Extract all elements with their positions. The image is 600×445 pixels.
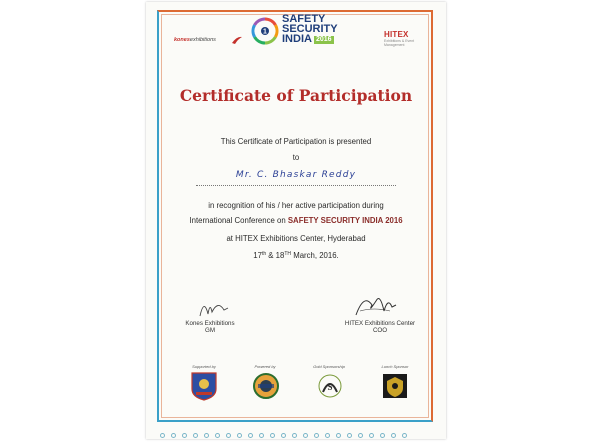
right-signatory-role: COO — [372, 327, 388, 334]
lunch-sponsor-logo-icon — [381, 372, 409, 400]
supported-by-label: Supported by — [192, 364, 216, 369]
event-logo-line1: SAFETY — [282, 13, 326, 25]
svg-text:1: 1 — [263, 28, 267, 36]
recipient-underline — [196, 185, 396, 186]
left-signatory-org: Kones Exhibitions — [185, 320, 235, 327]
event-logo-line2: SECURITY — [282, 23, 338, 35]
conference-prefix: International Conference on — [189, 216, 286, 225]
venue-text: at HITEX Exhibitions Center, Hyderabad — [226, 234, 366, 243]
conference-line — [150, 216, 442, 225]
recognition-text: in recognition of his / her active participation during — [208, 201, 384, 210]
powered-by-label: Powered by — [254, 364, 276, 369]
date-sup1: th — [261, 251, 267, 257]
svg-text:S: S — [327, 382, 333, 392]
event-logo-line3: INDIA — [282, 33, 312, 45]
coo-signature-icon — [350, 289, 398, 321]
left-signatory — [170, 320, 250, 334]
event-logo-text — [282, 14, 338, 44]
date-text — [150, 251, 442, 260]
kones-logo-suffix: exhibitions — [189, 37, 216, 43]
date-sup2: TH — [284, 251, 292, 257]
certificate-title: Certificate of Participation — [179, 86, 413, 105]
gold-sponsor-logo-icon — [315, 372, 345, 400]
bottom-decoration — [160, 425, 432, 433]
safety-security-india-logo — [250, 14, 350, 50]
intro-text: This Certificate of Participation is presented — [220, 137, 372, 146]
event-wheel-icon — [250, 16, 280, 46]
conference-name: SAFETY SECURITY INDIA 2016 — [287, 216, 403, 225]
kones-exhibitions-logo — [174, 37, 234, 43]
hitex-logo-name: HITEX — [384, 30, 409, 39]
gold-sponsorship-label: Gold Sponsorship — [313, 364, 345, 369]
right-signatory — [330, 320, 430, 334]
date-day1: 17 — [253, 251, 262, 260]
gm-signature-icon — [196, 296, 232, 320]
right-signatory-org: HITEX Exhibitions Center — [344, 320, 416, 327]
lunch-sponsor-label: Lunch Sponsor — [381, 364, 409, 369]
powered-by-emblem-icon — [252, 372, 280, 400]
recipient-name: Mr. C. Bhaskar Reddy — [235, 170, 357, 180]
police-emblem-icon — [190, 371, 218, 401]
date-rest: March, 2016. — [291, 251, 339, 260]
hitex-logo-tagline: Exhibitions & Event Management — [384, 39, 415, 47]
date-amp: & 18 — [266, 251, 285, 260]
to-text: to — [292, 153, 300, 162]
event-logo-year: 2016 — [315, 36, 332, 43]
kones-swoosh-icon — [232, 36, 242, 44]
left-signatory-role: GM — [205, 327, 215, 334]
hitex-logo — [384, 30, 434, 47]
kones-logo-name: kones — [174, 37, 190, 43]
